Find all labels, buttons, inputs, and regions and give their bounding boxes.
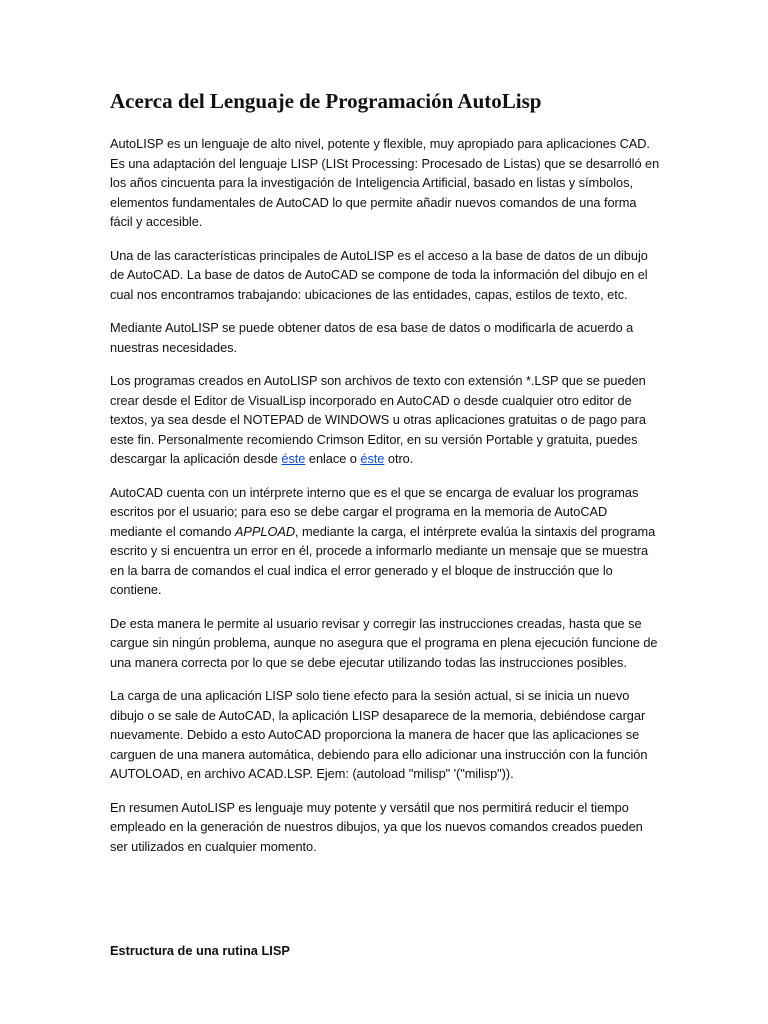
paragraph-database-access: Una de las características principales de AutoLISP es el acceso a la base de datos de un dibujo de AutoCAD. La base de datos de AutoCAD se compone de toda la información del dibujo en el cual nos encontramos trabajando: ubicaciones de las entidades, capas, estilos de texto, etc.: [110, 247, 648, 302]
document-body: [110, 88, 662, 958]
download-link-1[interactable]: éste: [281, 451, 306, 467]
paragraph-lsp-files-text-after: otro.: [384, 451, 414, 467]
appload-command: APPLOAD: [234, 523, 296, 539]
paragraph-lsp-files-text-middle: enlace o: [305, 451, 361, 467]
paragraph-interpreter: [110, 483, 662, 600]
paragraph-interpreter-text-before: AutoCAD cuenta con un intérprete interno que es el que se encarga de evaluar los programas escritos por el usuario; para eso se debe cargar el programa en la memoria de AutoCAD mediante el comando: [110, 484, 639, 539]
document-title: Acerca del Lenguaje de Programación AutoLisp: [110, 89, 542, 113]
paragraph-autoload: La carga de una aplicación LISP solo tiene efecto para la sesión actual, si se inicia un nuevo dibujo o se sale de AutoCAD, la aplicación LISP desaparece de la memoria, debiéndose cargar nuevamente. Debido a esto AutoCAD proporciona la manera de hacer que las aplicaciones se carguen de una manera automática, debiendo para ello adicionar una instrucción con la función AUTOLOAD, en archivo ACAD.LSP. Ejem: (autoload "milisp" '("milisp")).: [110, 688, 648, 782]
paragraph-review-instructions: De esta manera le permite al usuario revisar y corregir las instrucciones creadas, hasta que se cargue sin ningún problema, aunque no asegura que el programa en plena ejecución funcione de una manera correcta por lo que se debe ejecutar utilizando todas las instrucciones posibles.: [110, 615, 658, 670]
paragraph-summary: En resumen AutoLISP es lenguaje muy potente y versátil que nos permitirá reducir el tiempo empleado en la generación de nuestros dibujos, ya que los nuevos comandos creados pueden ser utilizados en cualquier momento.: [110, 799, 643, 854]
paragraph-interpreter-text-after: , mediante la carga, el intérprete evalúa la sintaxis del programa escrito y si encuentra un error en él, procede a informarlo mediante un mensaje que se muestra en la barra de comandos el cual indica el error generado y el bloque de instrucción que lo contiene.: [110, 523, 656, 598]
paragraph-lsp-files: [110, 371, 662, 469]
download-link-2[interactable]: éste: [360, 451, 385, 467]
section-heading: Estructura de una rutina LISP: [110, 943, 290, 958]
paragraph-modify-database: Mediante AutoLISP se puede obtener datos de esa base de datos o modificarla de acuerdo a nuestras necesidades.: [110, 320, 634, 355]
paragraph-lsp-files-text-before: Los programas creados en AutoLISP son archivos de texto con extensión *.LSP que se pueden crear desde el Editor de VisualLisp incorporado en AutoCAD o desde cualquier otro editor de textos, ya sea desde el NOTEPAD de WINDOWS u otras aplicaciones gratuitas o de pago para este fin. Personalmente recomiendo Crimson Editor, en su versión Portable y gratuita, puedes descargar la aplicación desde: [110, 373, 646, 467]
paragraph-intro: AutoLISP es un lenguaje de alto nivel, potente y flexible, muy apropiado para aplicaciones CAD. Es una adaptación del lenguaje LISP (LISt Processing: Procesado de Listas) que se desarrolló en los años cincuenta para la investigación de Inteligencia Artificial, basado en listas y símbolos, elementos fundamentales de AutoCAD lo que permite añadir nuevos comandos de una forma fácil y accesible.: [110, 136, 660, 230]
